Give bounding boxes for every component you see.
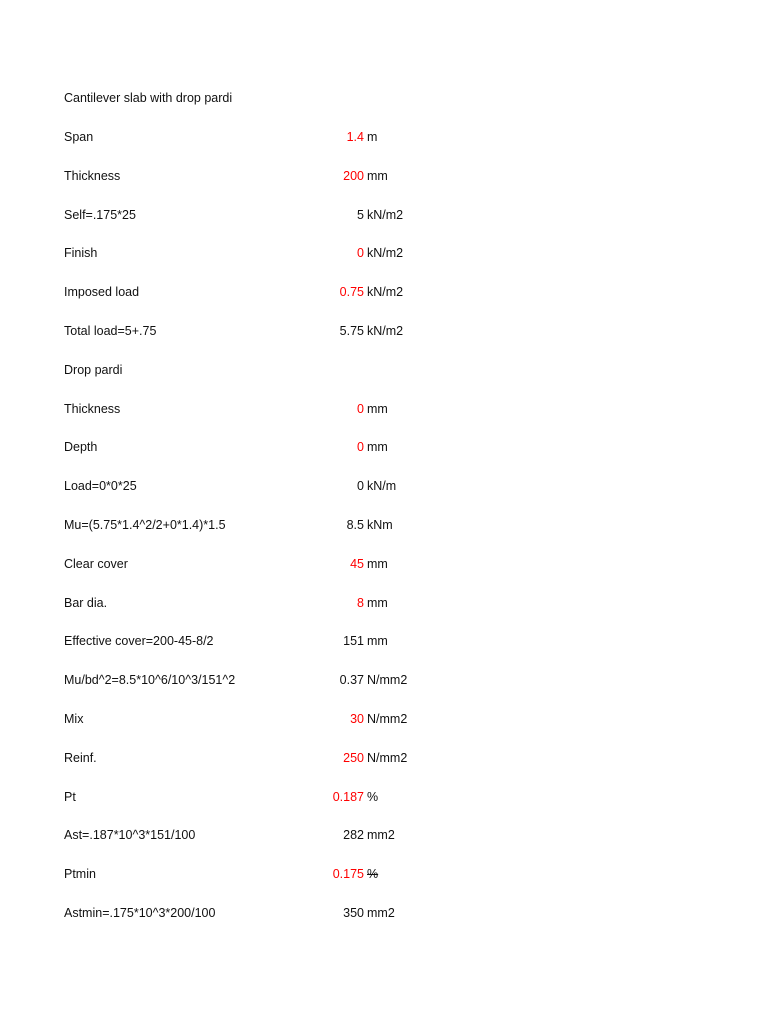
row-label: Total load=5+.75: [64, 324, 157, 338]
row-label: Self=.175*25: [64, 207, 136, 222]
row-label: Astmin=.175*10^3*200/100: [64, 906, 216, 920]
computed-value: 0.37: [339, 673, 364, 688]
row-unit: %: [367, 867, 379, 882]
row-unit: kN/m: [367, 479, 397, 494]
table-row: [0, 208, 768, 226]
row-unit: kN/m2: [367, 285, 404, 300]
row-label: Thickness: [64, 168, 121, 183]
computed-value: 151: [343, 634, 364, 649]
input-value: 0: [357, 401, 364, 416]
row-unit: kN/m2: [367, 246, 404, 261]
table-row: [0, 712, 768, 730]
row-label: Thickness: [64, 401, 121, 416]
row-label: Depth: [64, 440, 98, 455]
row-unit: mm2: [367, 906, 395, 920]
input-value: 250: [343, 750, 364, 765]
row-unit: kN/m2: [367, 207, 404, 222]
table-row: [0, 285, 768, 303]
computed-value: 5: [357, 207, 364, 222]
row-unit: %: [367, 789, 379, 804]
computed-value: 282: [343, 828, 364, 843]
row-label: Reinf.: [64, 750, 97, 765]
table-row: [0, 246, 768, 264]
table-row: [0, 518, 768, 536]
table-row: [0, 479, 768, 497]
input-value: 1.4: [346, 130, 364, 144]
row-unit: kNm: [367, 518, 393, 532]
table-row: [0, 324, 768, 342]
computed-value: 0: [357, 479, 364, 494]
input-value: 0.75: [339, 285, 364, 300]
table-row: [0, 867, 768, 885]
row-label: Pt: [64, 789, 76, 804]
row-label: Mu=(5.75*1.4^2/2+0*1.4)*1.5: [64, 518, 226, 532]
row-unit: mm: [367, 168, 388, 183]
table-row: [0, 440, 768, 458]
computed-value: 5.75: [339, 324, 364, 338]
row-unit: mm: [367, 440, 388, 455]
sheet-title: Cantilever slab with drop pardi: [64, 91, 233, 105]
row-label: Effective cover=200-45-8/2: [64, 634, 214, 649]
row-label: Drop pardi: [64, 362, 123, 377]
row-unit: mm: [367, 556, 388, 571]
row-label: Finish: [64, 246, 98, 261]
table-row: [0, 169, 768, 187]
row-unit: mm: [367, 595, 388, 610]
table-row: [0, 906, 768, 924]
input-value: 8: [357, 595, 364, 610]
row-unit: N/mm2: [367, 673, 408, 688]
row-unit: mm2: [367, 828, 395, 843]
input-value: 0.175: [332, 867, 364, 882]
table-row: [0, 363, 768, 381]
row-label: Mix: [64, 712, 84, 726]
input-value: 0: [357, 246, 364, 261]
table-row: [0, 673, 768, 691]
row-unit: mm: [367, 401, 388, 416]
table-row: [0, 130, 768, 148]
input-value: 45: [350, 556, 364, 571]
row-label: Mu/bd^2=8.5*10^6/10^3/151^2: [64, 673, 236, 688]
computed-value: 350: [343, 906, 364, 920]
row-label: Span: [64, 130, 94, 144]
input-value: 0: [357, 440, 364, 455]
row-label: Load=0*0*25: [64, 479, 137, 494]
row-unit: kN/m2: [367, 324, 404, 338]
row-label: Bar dia.: [64, 595, 108, 610]
table-row: [0, 828, 768, 846]
row-unit: N/mm2: [367, 712, 408, 726]
row-label: Clear cover: [64, 556, 128, 571]
row-unit: m: [367, 130, 378, 144]
input-value: 30: [350, 712, 364, 726]
input-value: 0.187: [332, 789, 364, 804]
row-label: Ptmin: [64, 867, 96, 882]
table-row: [0, 634, 768, 652]
row-label: Ast=.187*10^3*151/100: [64, 828, 196, 843]
table-row: [0, 751, 768, 769]
input-value: 200: [343, 168, 364, 183]
computed-value: 8.5: [346, 518, 364, 532]
table-row: [0, 596, 768, 614]
row-unit: mm: [367, 634, 388, 649]
table-row: [0, 557, 768, 575]
table-row: [0, 402, 768, 420]
table-row: [0, 790, 768, 808]
row-unit: N/mm2: [367, 750, 408, 765]
row-label: Imposed load: [64, 285, 140, 300]
